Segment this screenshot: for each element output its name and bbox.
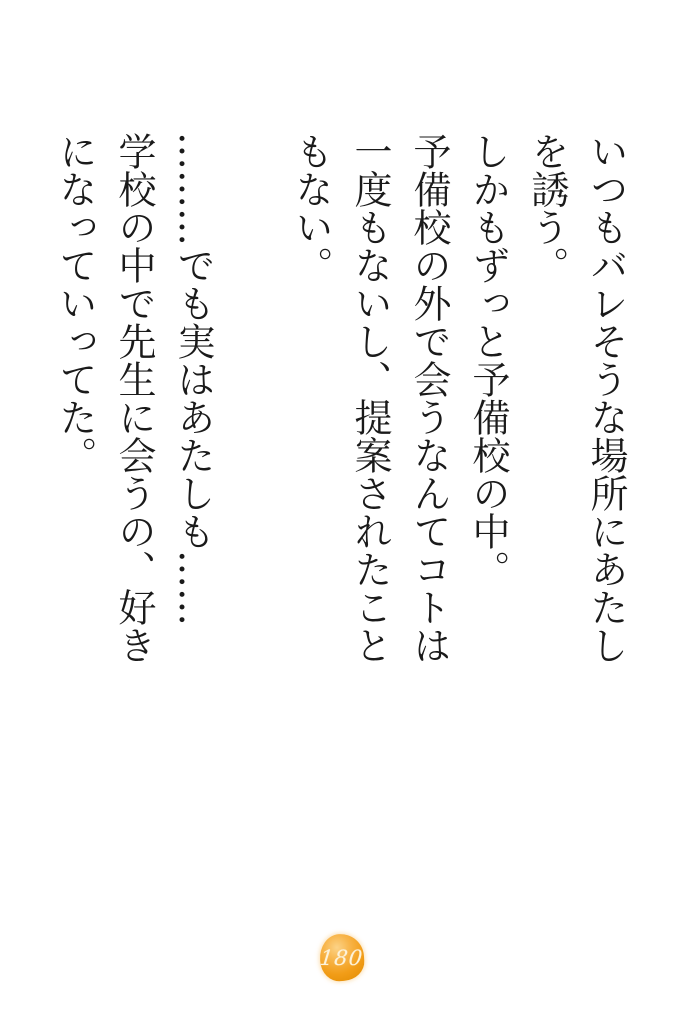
page-number: 180 xyxy=(319,945,365,970)
paragraph-2: しかもずっと予備校の中。 xyxy=(466,132,510,588)
paragraph-4: ………でも実はあたしも…… xyxy=(171,132,215,626)
paragraph-3: 予備校の外で会うなんてコトは一度もないし、提案されたこともない。 xyxy=(289,132,451,664)
body-text xyxy=(45,132,635,677)
page-number-badge xyxy=(318,933,365,983)
paragraph-1: いつもバレそうな場所にあたしを誘う。 xyxy=(525,132,628,664)
paragraph-5: 学校の中で先生に会うの、好きになっていってた。 xyxy=(53,132,156,664)
